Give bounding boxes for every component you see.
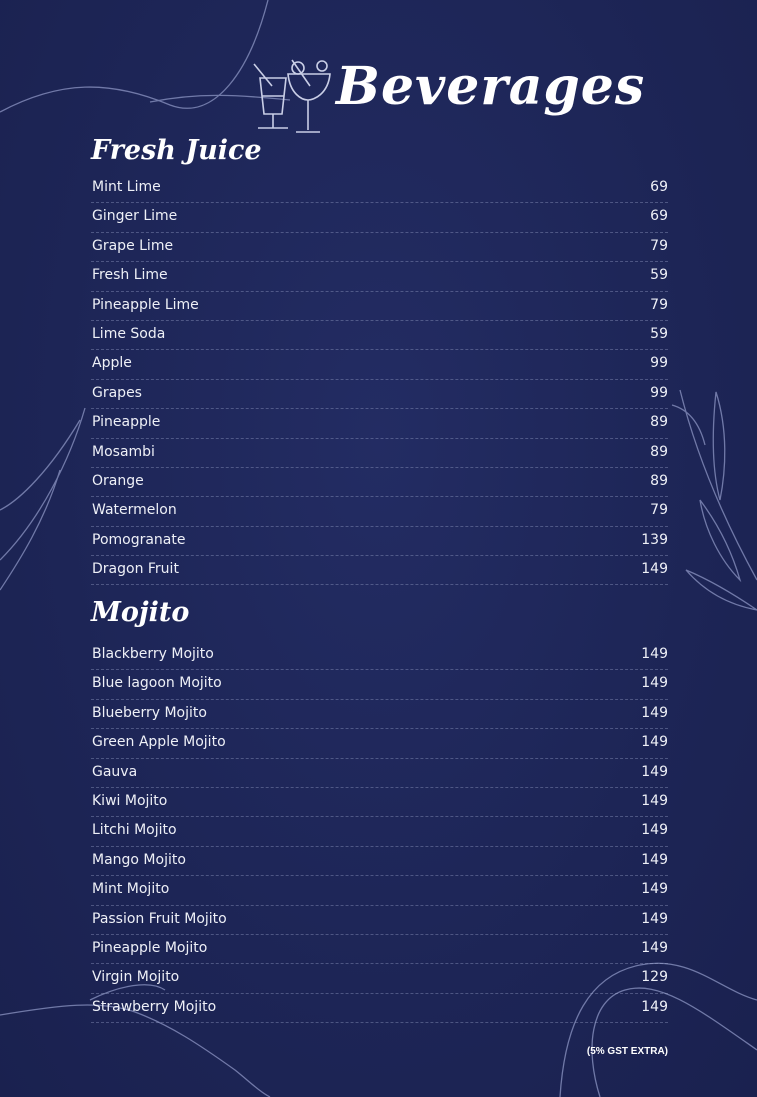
menu-item bbox=[91, 641, 668, 670]
menu-item-name: Lime Soda bbox=[92, 325, 166, 342]
menu-item-name: Virgin Mojito bbox=[92, 969, 180, 986]
menu-item bbox=[91, 729, 668, 758]
mojito-list bbox=[91, 641, 668, 1023]
menu-item bbox=[91, 876, 668, 905]
cocktail-glasses-icon bbox=[252, 56, 336, 136]
menu-item bbox=[91, 759, 668, 788]
menu-item bbox=[91, 203, 668, 232]
menu-item-name: Litchi Mojito bbox=[92, 822, 177, 839]
menu-item bbox=[91, 497, 668, 526]
menu-item bbox=[91, 994, 668, 1023]
menu-item-name: Mint Lime bbox=[92, 179, 161, 195]
menu-item bbox=[91, 847, 668, 876]
fresh-juice-list bbox=[91, 174, 668, 585]
menu-item-price: 139 bbox=[641, 531, 668, 548]
menu-item-name: Ginger Lime bbox=[92, 208, 178, 225]
menu-item-name: Orange bbox=[92, 472, 144, 489]
menu-item-price: 149 bbox=[641, 763, 668, 780]
menu-item-name: Apple bbox=[92, 355, 132, 372]
menu-item-name: Mango Mojito bbox=[92, 851, 186, 868]
menu-item-price: 149 bbox=[641, 704, 668, 721]
menu-item-price: 89 bbox=[650, 443, 668, 460]
menu-item bbox=[91, 321, 668, 350]
menu-item-price: 149 bbox=[641, 910, 668, 927]
menu-item-price: 59 bbox=[650, 267, 668, 284]
menu-item-price: 149 bbox=[641, 734, 668, 751]
menu-item-name: Kiwi Mojito bbox=[92, 792, 168, 809]
menu-item bbox=[91, 262, 668, 291]
menu-item-name: Mint Mojito bbox=[92, 881, 170, 898]
menu-item bbox=[91, 380, 668, 409]
menu-item-name: Watermelon bbox=[92, 502, 177, 519]
menu-item-price: 59 bbox=[650, 325, 668, 342]
menu-item bbox=[91, 556, 668, 585]
menu-item-name: Green Apple Mojito bbox=[92, 734, 226, 751]
menu-item bbox=[91, 439, 668, 468]
menu-item-name: Gauva bbox=[92, 763, 138, 780]
menu-item-name: Blueberry Mojito bbox=[92, 704, 207, 721]
menu-item-price: 149 bbox=[641, 792, 668, 809]
section-title-fresh-juice: Fresh Juice bbox=[91, 135, 262, 166]
menu-item-name: Passion Fruit Mojito bbox=[92, 910, 227, 927]
menu-item bbox=[91, 935, 668, 964]
gst-footnote: (5% GST EXTRA) bbox=[586, 1046, 668, 1057]
menu-item-name: Blue lagoon Mojito bbox=[92, 675, 222, 692]
menu-item-name: Strawberry Mojito bbox=[92, 998, 217, 1015]
menu-item-price: 149 bbox=[641, 851, 668, 868]
menu-item-price: 149 bbox=[641, 998, 668, 1015]
menu-item-name: Pineapple Lime bbox=[92, 296, 199, 313]
menu-item bbox=[91, 233, 668, 262]
menu-item-price: 89 bbox=[650, 414, 668, 431]
menu-item-price: 149 bbox=[641, 881, 668, 898]
menu-item-price: 69 bbox=[650, 208, 668, 225]
menu-item bbox=[91, 292, 668, 321]
menu-item-price: 149 bbox=[641, 822, 668, 839]
menu-item-price: 79 bbox=[650, 502, 668, 519]
menu-item bbox=[91, 670, 668, 699]
menu-item-name: Mosambi bbox=[92, 443, 155, 460]
menu-item-price: 129 bbox=[641, 969, 668, 986]
menu-item-price: 149 bbox=[641, 561, 668, 578]
menu-item bbox=[91, 468, 668, 497]
menu-item-name: Pineapple bbox=[92, 414, 161, 431]
menu-item-name: Blackberry Mojito bbox=[92, 646, 214, 662]
menu-item-price: 149 bbox=[641, 675, 668, 692]
menu-item bbox=[91, 527, 668, 556]
menu-item-price: 79 bbox=[650, 296, 668, 313]
section-title-mojito: Mojito bbox=[91, 597, 190, 628]
menu-item-name: Grape Lime bbox=[92, 237, 174, 254]
menu-item bbox=[91, 817, 668, 846]
menu-item bbox=[91, 174, 668, 203]
menu-item bbox=[91, 788, 668, 817]
menu-item-name: Pineapple Mojito bbox=[92, 939, 208, 956]
menu-item bbox=[91, 409, 668, 438]
menu-item bbox=[91, 350, 668, 379]
menu-item-price: 99 bbox=[650, 384, 668, 401]
menu-item-name: Fresh Lime bbox=[92, 267, 168, 284]
menu-item-price: 89 bbox=[650, 472, 668, 489]
menu-item bbox=[91, 964, 668, 993]
menu-item-price: 149 bbox=[641, 939, 668, 956]
menu-item-price: 99 bbox=[650, 355, 668, 372]
menu-item bbox=[91, 906, 668, 935]
menu-item-price: 149 bbox=[641, 646, 668, 662]
menu-item-name: Grapes bbox=[92, 384, 142, 401]
menu-title: Beverages bbox=[336, 56, 646, 117]
menu-item-price: 69 bbox=[650, 179, 668, 195]
menu-item-price: 79 bbox=[650, 237, 668, 254]
menu-item bbox=[91, 700, 668, 729]
menu-item-name: Pomogranate bbox=[92, 531, 186, 548]
menu-item-name: Dragon Fruit bbox=[92, 561, 179, 578]
